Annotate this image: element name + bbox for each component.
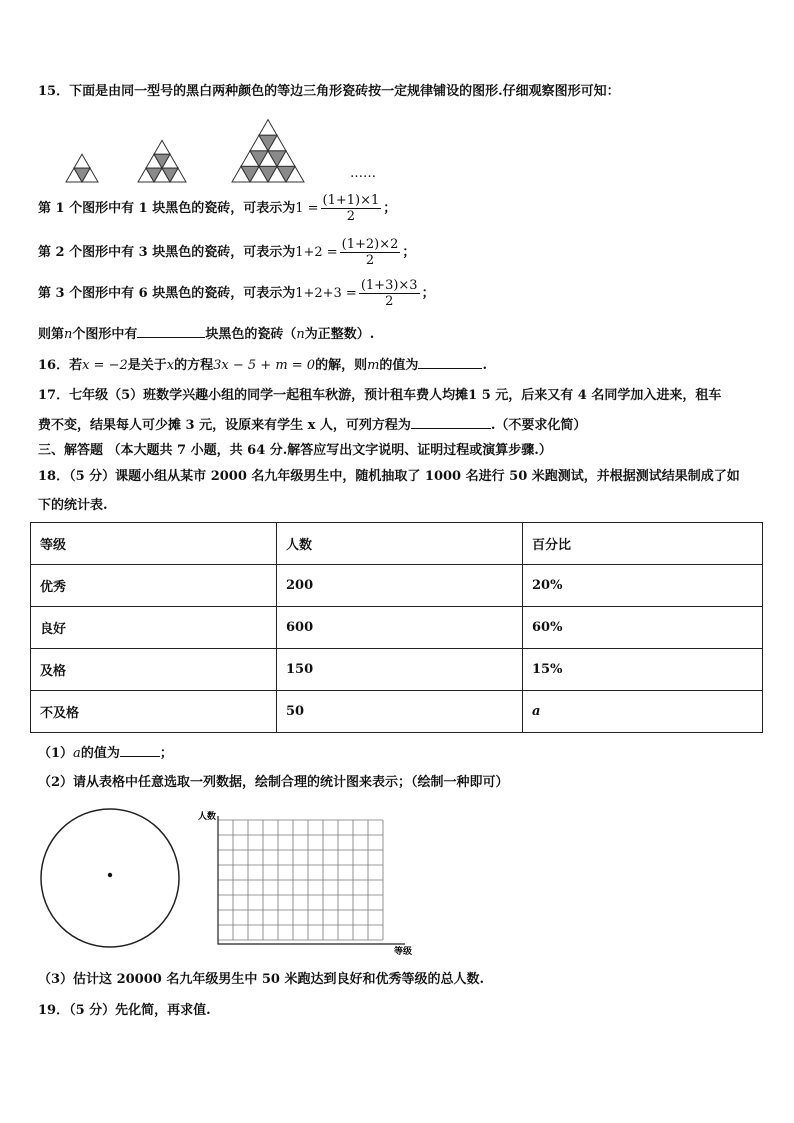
table-row [31, 607, 763, 649]
table-row [31, 649, 763, 691]
table-cell: 200 [277, 565, 523, 607]
table-header-cell: 人数 [277, 523, 523, 565]
table-cell: a [523, 691, 763, 733]
triangle-tiling-figures [60, 112, 320, 186]
table-cell: 20% [523, 565, 763, 607]
grid-xlabel: 等级 [394, 947, 413, 957]
q18-stats-table [30, 522, 763, 733]
q19-line: 19．（5 分）先化简，再求值. [38, 1003, 211, 1018]
section3-heading: 三、解答题 （本大题共 7 小题，共 64 分.解答应写出文字说明、证明过程或演算步骤.） [38, 443, 552, 458]
q15-line1: 第 1 个图形中有 1 块黑色的瓷砖，可表示为1 = $\frac{(1+1)\times 1}{2}$ ； [38, 193, 397, 224]
blank-pie-circle[interactable] [38, 806, 182, 950]
q15-intro: 15．下面是由同一型号的黑白两种颜色的等边三角形瓷砖按一定规律铺设的图形.仔细观察图形可知： [38, 84, 620, 99]
white-tile [74, 154, 90, 168]
q18-line1: 18．（5 分）课题小组从某市 2000 名九年级男生中，随机抽取了 1000 名进行 50 米跑测试，并根据测试结果制成了如 [38, 469, 740, 484]
q15-line2: 第 2 个图形中有 3 块黑色的瓷砖，可表示为1+2 = $\frac{(1+2)\times 2}{2}$ ； [38, 237, 416, 268]
center-dot [108, 873, 112, 877]
table-cell: 不及格 [31, 691, 277, 733]
q18-sub1-answer-blank[interactable] [120, 744, 160, 757]
table-header-row [31, 523, 763, 565]
table-cell: 优秀 [31, 565, 277, 607]
table-row [31, 691, 763, 733]
q18-sub2: （2）请从表格中任意选取一列数据，绘制合理的统计图来表示；（绘制一种即可） [38, 775, 509, 790]
q18-sub3: （3）估计这 20000 名九年级男生中 50 米跑达到良好和优秀等级的总人数. [38, 972, 484, 987]
q15-question: 则第n个图形中有 块黑色的瓷砖（n为正整数）. [38, 327, 375, 342]
q16-line: 16．若x = −2是关于x的方程3x − 5 + m = 0的解，则m的值为 . [38, 358, 487, 373]
q15-dots: …… [350, 166, 376, 181]
q15-fraction-3: $\frac{(1+3)\times 3}{2}$ [360, 278, 418, 309]
grid-ylabel: 人数 [198, 812, 217, 822]
white-tile [259, 120, 277, 136]
q15-fraction-2: $\frac{(1+2)\times 2}{2}$ [341, 237, 399, 268]
q15-answer-blank[interactable] [137, 325, 205, 338]
q16-answer-blank[interactable] [418, 356, 482, 369]
table-header-cell: 等级 [31, 523, 277, 565]
table-header-cell: 百分比 [523, 523, 763, 565]
table-cell: 150 [277, 649, 523, 691]
q17-answer-blank[interactable] [411, 416, 491, 429]
table-cell: 及格 [31, 649, 277, 691]
q18-sub1: （1）a的值为 ； [38, 746, 173, 761]
q17-line2: 费不变，结果每人可少摊 3 元，设原来有学生 x 人，可列方程为 .（不要求化简） [38, 418, 587, 433]
table-cell: 50 [277, 691, 523, 733]
table-cell: 良好 [31, 607, 277, 649]
table-cell: 15% [523, 649, 763, 691]
table-cell: 600 [277, 607, 523, 649]
table-row [31, 565, 763, 607]
q17-line1: 17．七年级（5）班数学兴趣小组的同学一起租车秋游，预计租车费人均摊1 5 元，后来又有 4 名同学加入进来，租车 [38, 388, 722, 403]
q18-line2: 下的统计表. [38, 498, 108, 513]
table-cell: 60% [523, 607, 763, 649]
white-tile [154, 140, 170, 154]
blank-bar-grid[interactable] [196, 806, 420, 958]
q15-fraction-1: $\frac{(1+1)\times 1}{2}$ [322, 193, 380, 224]
q15-line3: 第 3 个图形中有 6 块黑色的瓷砖，可表示为1+2+3 = $\frac{(1+3)\times 3}{2}$ ； [38, 278, 435, 309]
